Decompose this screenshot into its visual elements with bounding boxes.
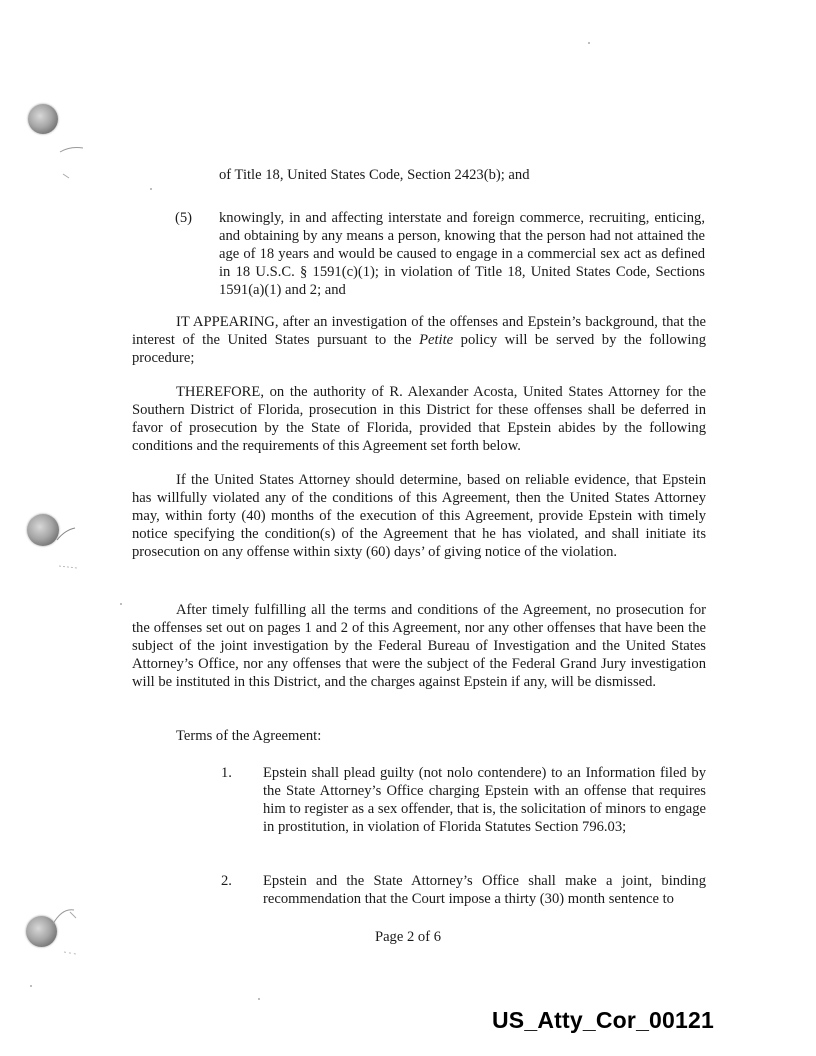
item-number: (5) <box>175 210 193 226</box>
scan-smudge-top <box>55 140 105 190</box>
appearing-text-start: IT APPEARING, after an investigation of the offenses and Epstein’s background, that the interest of the United States pursuant to the <box>132 314 706 348</box>
violation-paragraph: If the United States Attorney should determine, based on reliable evidence, that Epstein has willfully violated any of the conditions of this Agreement, then the United States Attorney may, within forty (40) months of the execution of this Agreement, provide Epstein with timely notice specifying the condition(s) of the Agreement that he has violated, and shall initiate its prosecution on any offense within sixty (60) days’ of giving notice of the violation. <box>132 472 706 560</box>
appearing-text-end: policy will be served by the following procedure; <box>132 332 706 366</box>
petite-policy-term: Petite <box>419 332 454 348</box>
therefore-paragraph: THEREFORE, on the authority of R. Alexander Acosta, United States Attorney for the Southern District of Florida, prosecution in this District for these offenses shall be deferred in favor of prosecution by the State of Florida, provided that Epstein abides by the following conditions and the requirements of this Agreement set forth below. <box>132 384 706 454</box>
term-number: 2. <box>221 873 232 889</box>
punch-hole-top <box>28 104 58 134</box>
scan-speck <box>120 603 122 605</box>
scan-smudge-middle <box>55 520 95 580</box>
scan-speck <box>588 42 590 44</box>
terms-heading: Terms of the Agreement: <box>176 728 322 744</box>
scan-speck <box>150 188 152 190</box>
fulfilling-paragraph: After timely fulfilling all the terms and conditions of the Agreement, no prosecution for the offenses set out on pages 1 and 2 of this Agreement, nor any other offenses that have been the subject of the joint investigation by the Federal Bureau of Investigation and the United States Attorney’s Office, nor any offenses that were the subject of the Federal Grand Jury investigation will be instituted in this District, and the charges against Epstein if any, will be dismissed. <box>132 602 706 690</box>
item-text: knowingly, in and affecting interstate and foreign commerce, recruiting, enticing, and obtaining by any means a person, knowing that the person had not attained the age of 18 years and would be caused to engage in a commercial sex act as defined in 18 U.S.C. § 1591(c)(1); in violation of Title 18, United States Code, Sections 1591(a)(1) and 2; and <box>219 210 705 298</box>
scan-speck <box>30 985 32 987</box>
term-text: Epstein and the State Attorney’s Office shall make a joint, binding recommendation that the Court impose a thirty (30) month sentence to <box>263 873 706 907</box>
bates-number: US_Atty_Cor_00121 <box>492 1007 715 1033</box>
term-number: 1. <box>221 765 232 781</box>
term-text: Epstein shall plead guilty (not nolo contendere) to an Information filed by the State Attorney’s Office charging Epstein with an offense that requires him to register as a sex offender, that is, the solicitation of minors to engage in prostitution, in violation of Florida Statutes Section 796.03; <box>263 765 706 835</box>
continuation-line: of Title 18, United States Code, Section 2423(b); and <box>219 167 530 183</box>
appearing-paragraph <box>132 313 706 367</box>
scan-speck <box>258 998 260 1000</box>
page-number: Page 2 of 6 <box>374 929 442 945</box>
